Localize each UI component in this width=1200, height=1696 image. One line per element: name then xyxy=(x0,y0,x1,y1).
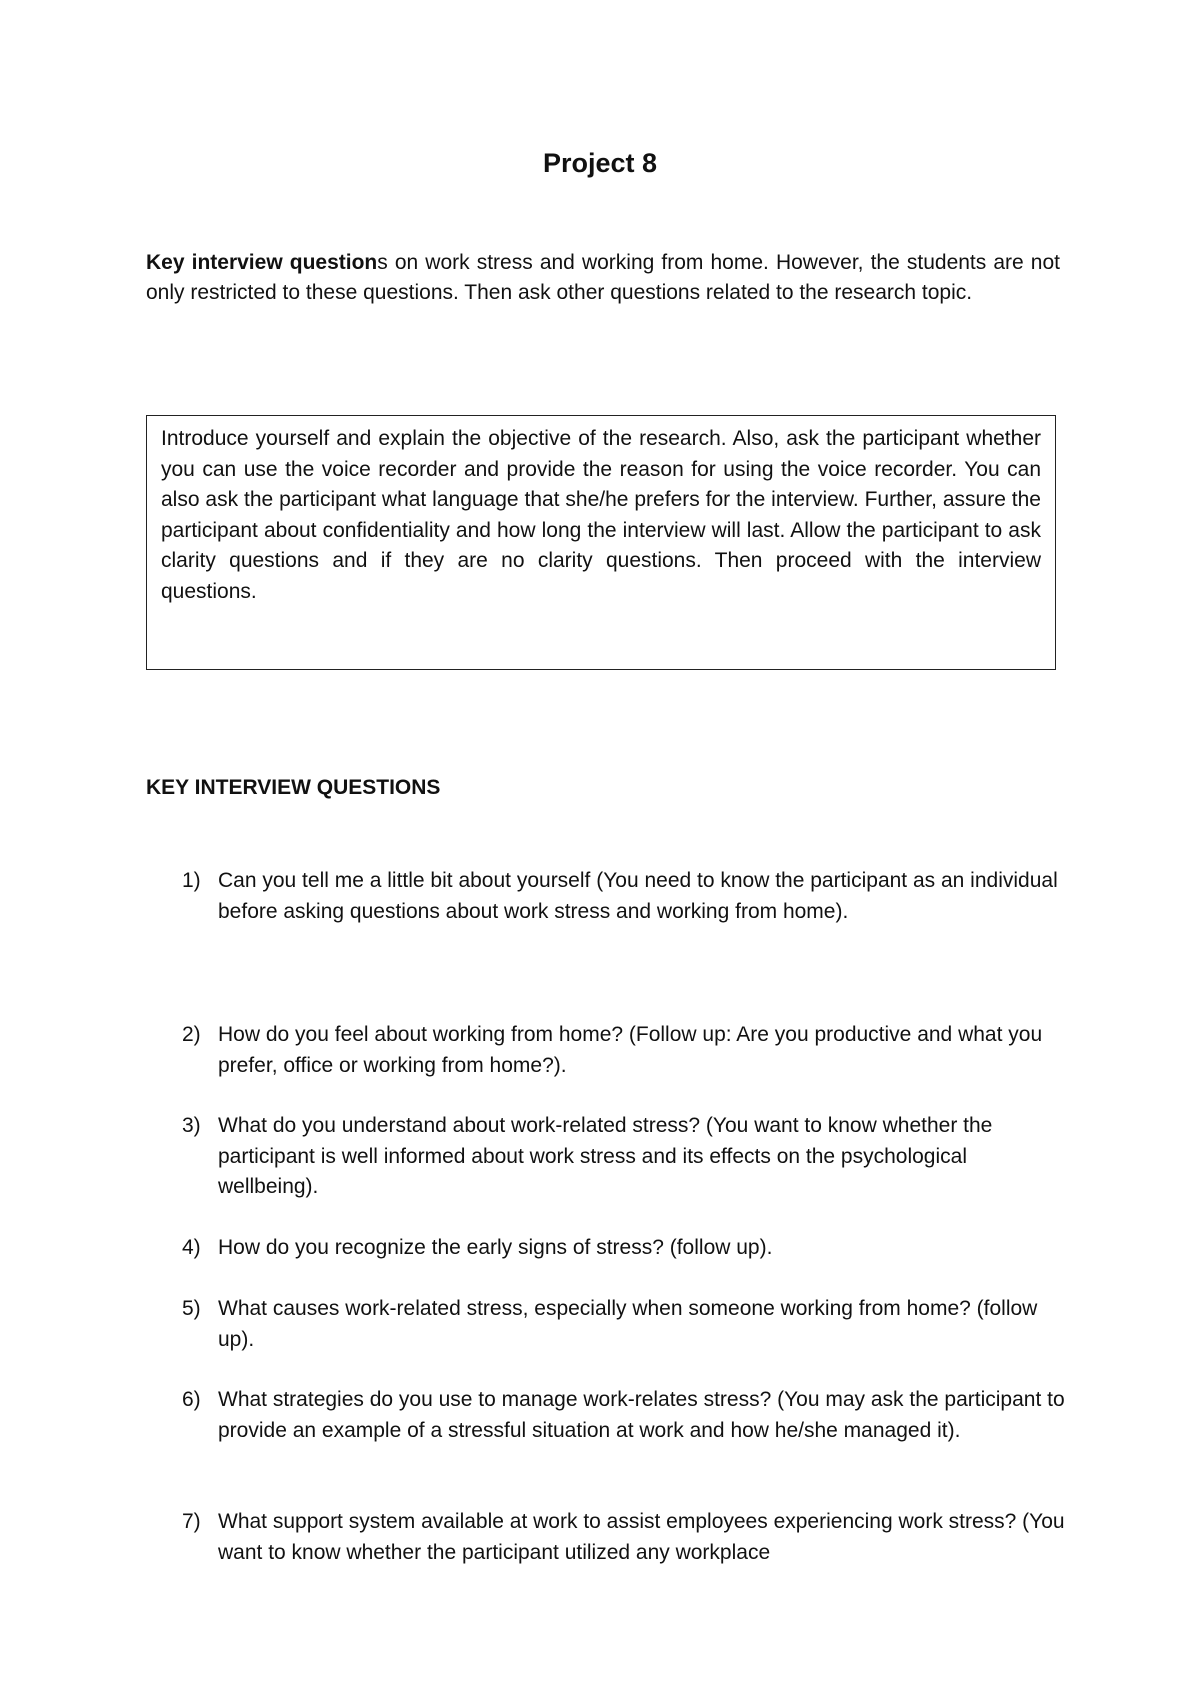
question-text: What do you understand about work-related stress? (You want to know whether the participant is well informed about work stress and its effects on the psychological wellbeing). xyxy=(218,1114,993,1198)
intro-paragraph xyxy=(146,248,1060,308)
question-number: 5) xyxy=(182,1297,201,1320)
question-number: 4) xyxy=(182,1236,201,1259)
intro-bold-lead: Key interview question xyxy=(146,251,378,274)
question-text: Can you tell me a little bit about yourself (You need to know the participant as an individual before asking questions about work stress and working from home). xyxy=(218,869,1058,923)
question-number: 2) xyxy=(182,1023,201,1046)
instructions-box: Introduce yourself and explain the objective of the research. Also, ask the participant whether you can use the voice recorder and provide the reason for using the voice recorder. You can also ask the participant what language that she/he prefers for the interview. Further, assure the participant about confidentiality and how long the interview will last. Allow the participant to ask clarity questions and if they are no clarity questions. Then proceed with the interview questions. xyxy=(146,415,1056,670)
question-text: How do you feel about working from home? (Follow up: Are you productive and what you prefer, office or working from home?). xyxy=(218,1023,1043,1077)
question-number: 6) xyxy=(182,1388,201,1411)
question-number: 7) xyxy=(182,1510,201,1533)
section-heading: KEY INTERVIEW QUESTIONS xyxy=(146,776,441,799)
question-text: What causes work-related stress, especially when someone working from home? (follow up). xyxy=(218,1297,1038,1351)
question-text: What support system available at work to assist employees experiencing work stress? (You want to know whether the participant utilized any workplace xyxy=(218,1510,1065,1564)
page-title: Project 8 xyxy=(542,148,658,178)
question-text: What strategies do you use to manage work-relates stress? (You may ask the participant to provide an example of a stressful situation at work and how he/she managed it). xyxy=(218,1388,1065,1442)
question-number: 1) xyxy=(182,869,201,892)
question-text: How do you recognize the early signs of stress? (follow up). xyxy=(218,1236,773,1259)
intro-text: s on work stress and working from home. However, the students are not only restricted to these questions. Then ask other questions related to the research topic. xyxy=(146,251,1060,304)
question-number: 3) xyxy=(182,1114,201,1137)
